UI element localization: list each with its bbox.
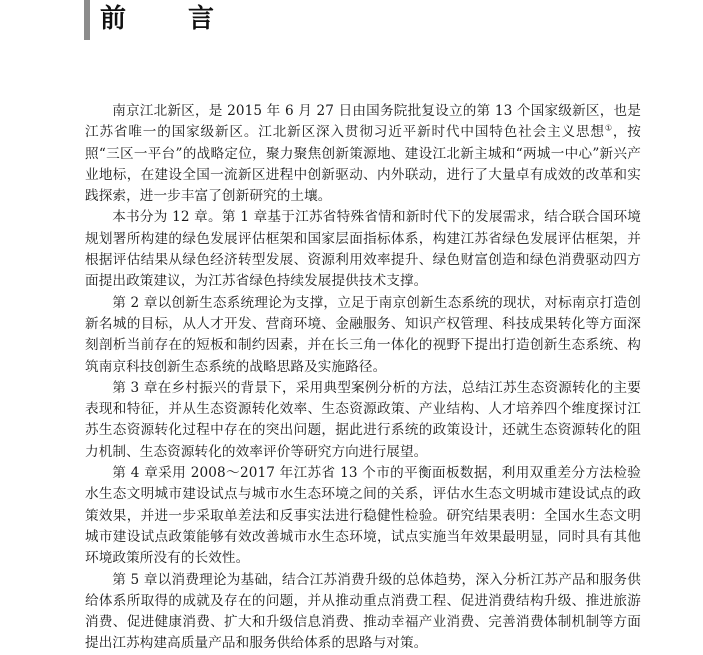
- footnote-marker: ①: [604, 123, 613, 133]
- paragraph: 第 4 章采用 2008～2017 年江苏省 13 个市的平衡面板数据，利用双重差分方法检验水生态文明城市建设试点与城市水生态环境之间的关系，评估水生态文明城市建设试点的政策效果，并进一步采取单差法和反事实法进行稳健性检验。研究结果表明：全国水生态文明城市建设试点政策能够有效改善城市水生态环境，试点实施当年效果最明显，同时具有其他环境政策所没有的长效性。: [85, 465, 641, 567]
- page-heading: 前言: [100, 4, 277, 34]
- paragraph: 第 3 章在乡村振兴的背景下，采用典型案例分析的方法，总结江苏生态资源转化的主要表现和特征，并从生态资源转化效率、生态资源政策、产业结构、人才培养四个维度探讨江苏生态资源转化过程中存在的突出问题，据此进行系统的政策设计，还就生态资源转化的阻力机制、生态资源转化的效率评价等研究方向进行展望。: [85, 379, 641, 460]
- paragraph: 第 2 章以创新生态系统理论为支撑，立足于南京创新生态系统的现状，对标南京打造创新名城的目标，从人才开发、营商环境、金融服务、知识产权管理、科技成果转化等方面深刻剖析当前存在的短板和制约因素，并在长三角一体化的视野下提出打造创新生态系统、构筑南京科技创新生态系统的战略思路及实施路径。: [85, 294, 641, 375]
- paragraph: 第 5 章以消费理论为基础，结合江苏消费升级的总体趋势，深入分析江苏产品和服务供给体系所取得的成就及存在的问题，并从推动重点消费工程、促进消费结构升级、推进旅游消费、促进健康消费、扩大和升级信息消费、推动幸福产业消费、完善消费体制机制等方面提出江苏构建高质量产品和服务供给体系的思路与对策。: [85, 571, 641, 652]
- paragraph-text: ，按照“三区一平台”的战略定位，聚力聚焦创新策源地、建设江北新主城和“两城一中心”新兴产业地标，在建设全国一流新区进程中创新驱动、内外联动，进行了大量卓有成效的改革和实践探索，进一步丰富了创新研究的土壤。: [85, 124, 641, 205]
- heading-accent-rule: [84, 0, 90, 40]
- paragraph: 本书分为 12 章。第 1 章基于江苏省特殊省情和新时代下的发展需求，结合联合国环境规划署所构建的绿色发展评估框架和国家层面指标体系，构建江苏省绿色发展评估框架，并根据评估结果从绿色经济转型发展、资源利用效率提升、绿色财富创造和绿色消费驱动四方面提出政策建议，为江苏省绿色持续发展提供技术支撑。: [85, 209, 641, 290]
- paragraph: [85, 101, 641, 207]
- paragraph-text: 南京江北新区，是 2015 年 6 月 27 日由国务院批复设立的第 13 个国家级新区，也是江苏省唯一的国家级新区。江北新区深入贯彻习近平新时代中国特色社会主义思想: [85, 103, 641, 141]
- body-text: [85, 101, 641, 655]
- chapter-heading-bar: [0, 0, 703, 40]
